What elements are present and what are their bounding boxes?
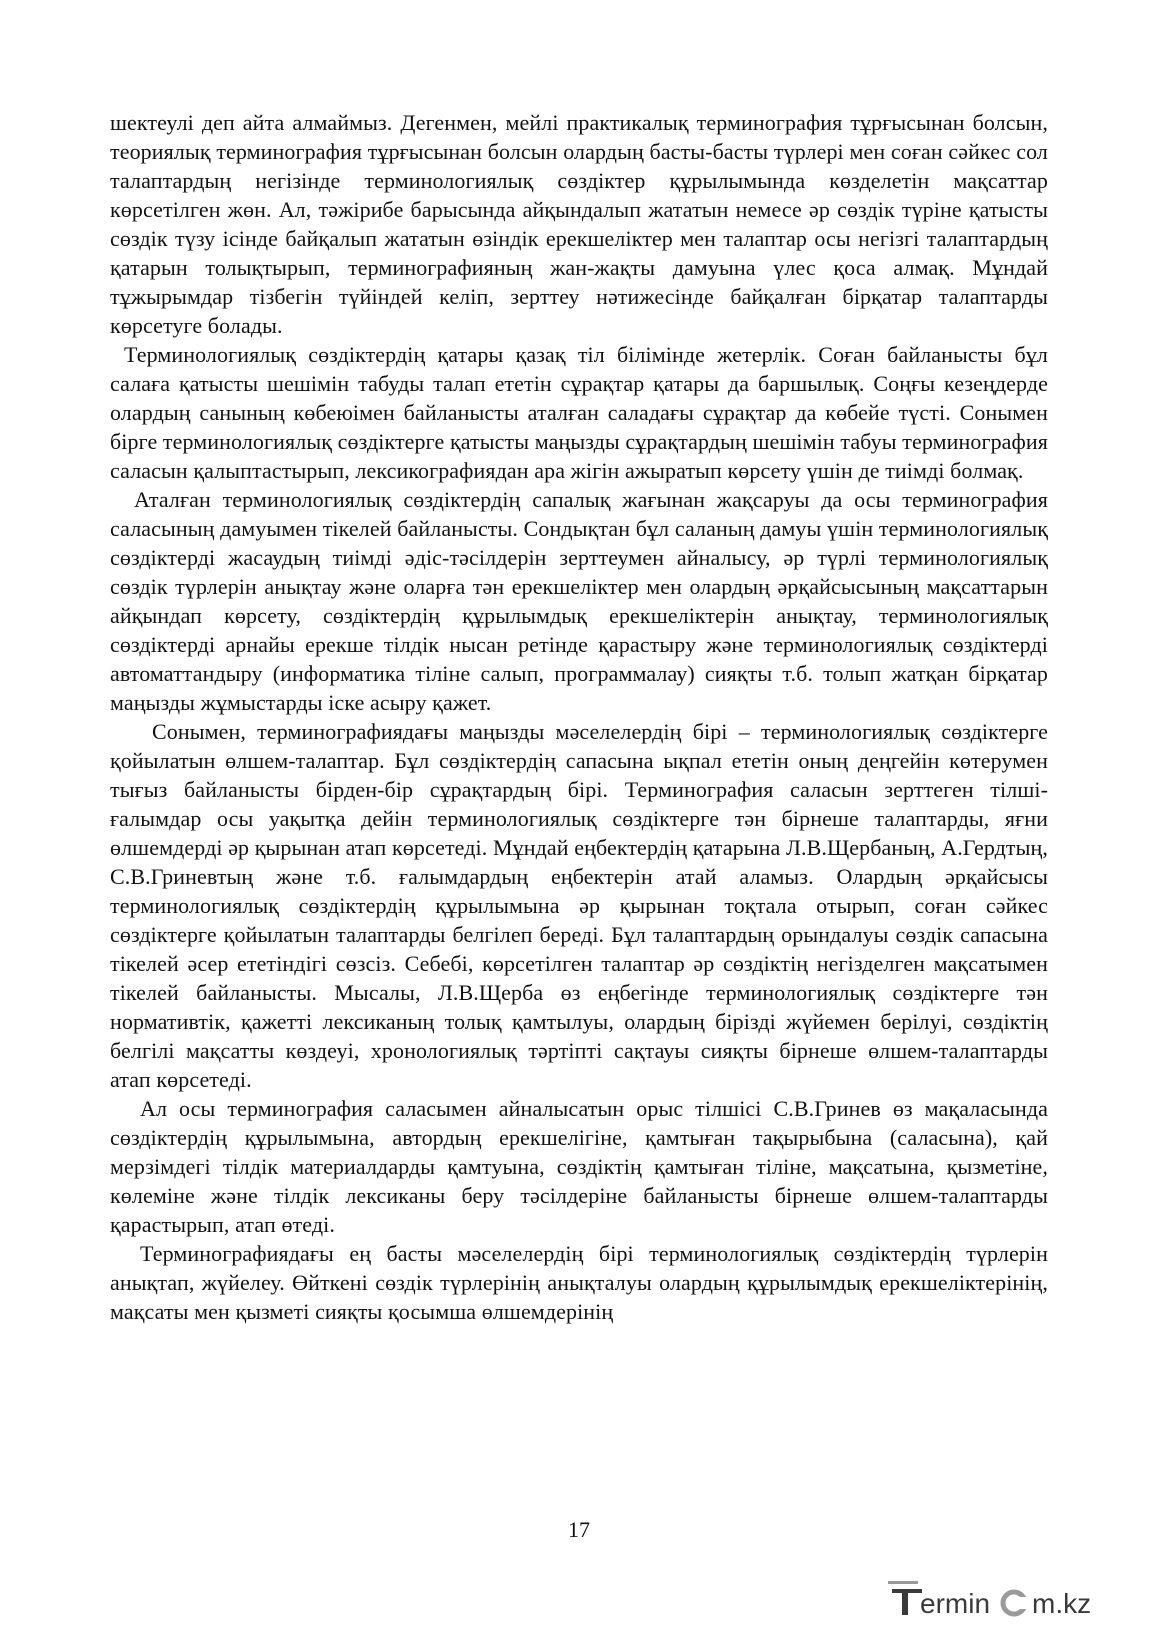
paragraph-6: Терминографиядағы ең басты мәселелердің бірі терминологиялық сөздіктердің түрлерін анықтап, жүйелеу. Өйткені сөздік түрлерінің анықталуы олардың құрылымдық ерекшеліктерінің, мақсаты мен қызметі сияқты қосымша өлшемдерінің — [110, 1241, 1048, 1324]
paragraph-5: Ал осы терминография саласымен айналысатын орыс тілшісі С.В.Гринев өз мақаласында сөздіктердің құрылымына, автордың ерекшелігіне, қамтыған тақырыбына (саласына), қай мерзімдегі тілдік материалдарды қамтуына, сөздіктің қамтыған тіліне, мақсатына, қызметіне, көлеміне және тілдік лексиканы беру тәсілдеріне байланысты бірнеше өлшем-талаптарды қарастырып, атап өтеді. — [110, 1096, 1048, 1237]
paragraph-1: шектеулі деп айта алмаймыз. Дегенмен, мейлі практикалық терминография тұрғысынан болсын, теориялық терминография тұрғысынан болсын олардың басты-басты түрлері мен соған сәйкес сол талаптардың негізінде терминологиялық сөздіктер құрылымында көзделетін мақсаттар көрсетілген жөн. Ал, тәжірибе барысында айқындалып жататын немесе әр сөздік түріне қатысты сөздік түзу ісінде байқалып жататын өзіндік ерекшеліктер мен талаптар осы негізгі талаптардың қатарын толықтырып, терминографияның жан-жақты дамуына үлес қоса алмақ. Мұндай тұжырымдар тізбегін түйіндей келіп, зерттеу нәтижесінде байқалған бірқатар талаптарды көрсетуге болады. — [110, 110, 1048, 338]
paragraph-2: Терминологиялық сөздіктердің қатары қазақ тіл білімінде жетерлік. Соған байланысты бұл салаға қатысты шешімін табуды талап ететін сұрақтар қатары да баршылық. Соңғы кезеңдерде олардың санының көбеюімен байланысты аталған саладағы сұрақтар да көбейе түсті. Сонымен бірге терминологиялық сөздіктерге қатысты маңызды сұрақтардың шешімін табуы терминография саласын қалыптастырып, лексикографиядан ара жігін ажыратып көрсету үшін де тиімді болмақ. — [110, 342, 1048, 483]
page-number: 17 — [568, 1517, 590, 1542]
logo-t-stem — [902, 1589, 908, 1615]
logo-accent-line — [888, 1581, 918, 1584]
paragraph-3: Аталған терминологиялық сөздіктердің сапалық жағынан жақсаруы да осы терминография саласының дамуымен тікелей байланысты. Сондықтан бұл саланың дамуы үшін терминологиялық сөздіктерді жасаудың тиімді әдіс-тәсілдерін зерттеумен айналысу, әр түрлі терминологиялық сөздік түрлерін анықтау және оларға тән ерекшеліктер мен олардың әрқайсысының мақсаттарын айқындап көрсету, сөздіктердің құрылымдық ерекшеліктерін анықтау, терминологиялық сөздіктерді арнайы ерекше тілдік нысан ретінде қарастыру және терминологиялық сөздіктерді автоматтандыру (информатика тіліне салып, программалау) сияқты т.б. толып жатқан бірқатар маңызды жұмыстарды іске асыру қажет. — [110, 487, 1048, 715]
termincom-watermark-logo — [886, 1573, 1146, 1627]
logo-text-left: ermin — [920, 1588, 991, 1619]
paragraph-4: Сонымен, терминографиядағы маңызды мәселелердің бірі – терминологиялық сөздіктерге қойылатын өлшем-талаптар. Бұл сөздіктердің сапасына ықпал ететін оның деңгейін көтерумен тығыз байланысты бірден-бір сұрақтардың бірі. Терминография саласын зерттеген тілші-ғалымдар осы уақытқа дейін терминологиялық сөздіктерге тән бірнеше талаптарды, яғни өлшемдерді әр қырынан атап көрсетеді. Мұндай еңбектердің қатарына Л.В.Щербаның, А.Гердтың, С.В.Гриневтың және т.б. ғалымдардың еңбектерін атай аламыз. Олардың әрқайсысы терминологиялық сөздіктердің құрылымына әр қырынан тоқтала отырып, соған сәйкес сөздіктерге қойылатын талаптарды белгілеп береді. Бұл талаптардың орындалуы сөздік сапасына тікелей әсер ететіндігі сөзсіз. Себебі, көрсетілген талаптар әр сөздіктің негізделген мақсатымен тікелей байланысты. Мысалы, Л.В.Щерба өз еңбегінде терминологиялық сөздіктерге тән нормативтік, қажетті лексиканың толық қамтылуы, олардың бірізді жүйемен берілуі, сөздіктің белгілі мақсатты көздеуі, хронологиялық тәртіпті сақтауы сияқты бірнеше өлшем-талаптарды атап көрсетеді. — [110, 719, 1048, 1092]
body-text — [110, 108, 1048, 1326]
logo-text-right: m.kz — [1032, 1588, 1092, 1619]
